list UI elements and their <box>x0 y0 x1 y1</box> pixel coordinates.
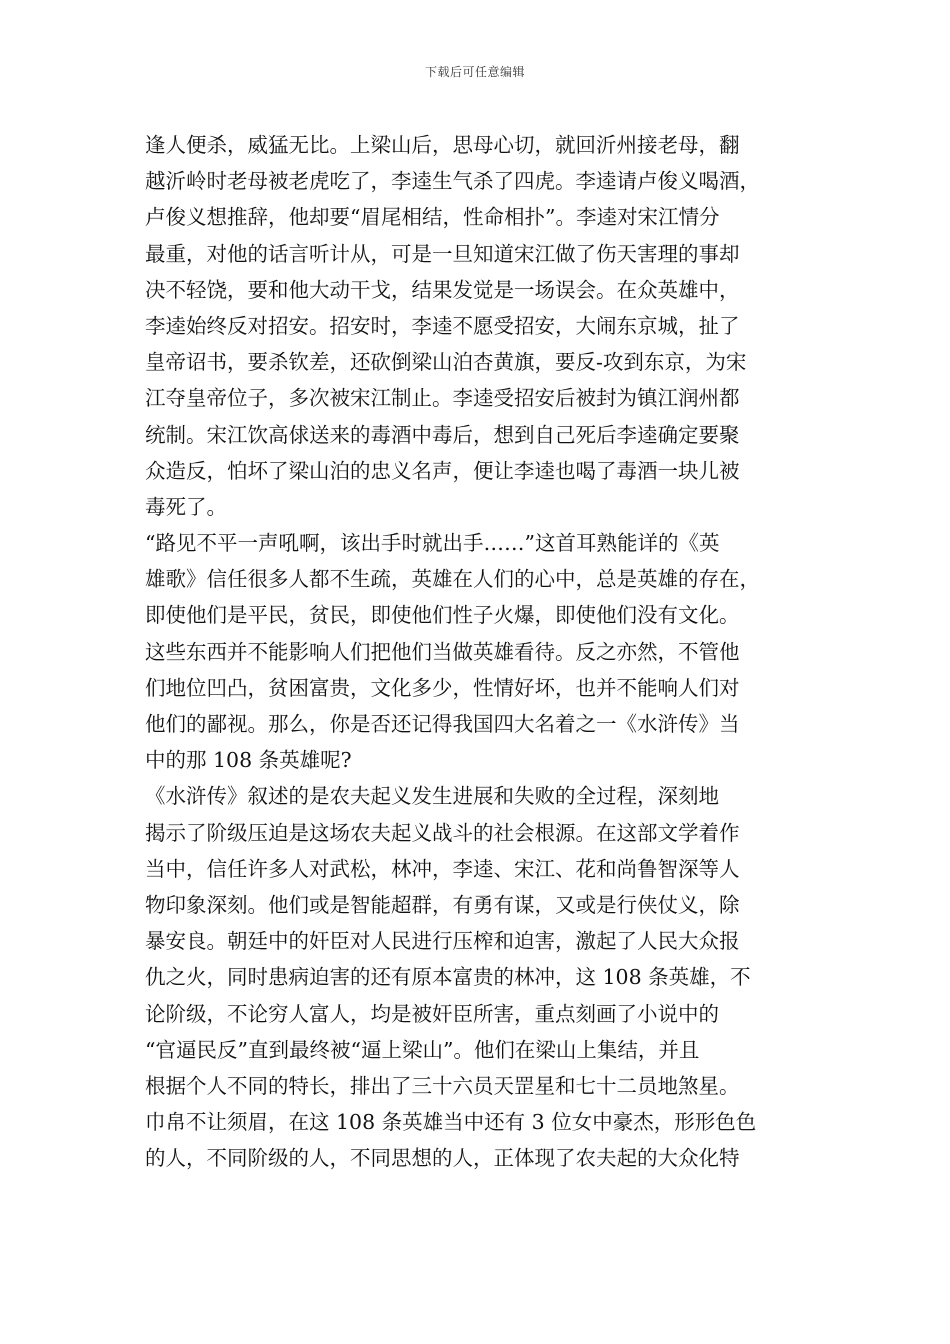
text-line: 暴安良。朝廷中的奸臣对人民进行压榨和迫害，激起了人民大众报 <box>145 929 740 954</box>
paragraph-water-margin <box>145 778 810 1176</box>
document-body <box>145 127 810 1176</box>
text-line: 皇帝诏书，要杀钦差，还砍倒梁山泊杏黄旗，要反-攻到东京，为宋 <box>145 350 747 375</box>
text-line: 当中，信任许多人对武松，林冲，李逵、宋江、花和尚鲁智深等人 <box>145 856 740 881</box>
text-line: 的人，不同阶级的人，不同思想的人，正体现了农夫起的大众化特 <box>145 1146 740 1171</box>
text-line: 逢人便杀，威猛无比。上梁山后，思母心切，就回沂州接老母，翻 <box>145 133 740 157</box>
text-line: 《水浒传》叙述的是农夫起义发生进展和失败的全过程，深刻地 <box>145 784 719 809</box>
text-line: 毒死了。 <box>145 494 227 519</box>
text-line: “路见不平一声吼啊，该出手时就出手……”这首耳熟能详的《英 <box>145 531 720 556</box>
text-line: 中的那 108 条英雄呢? <box>145 748 352 773</box>
text-line: 物印象深刻。他们或是智能超群，有勇有谋，又或是行侠仗义，除 <box>145 892 740 917</box>
text-line: 决不轻饶，要和他大动干戈，结果发觉是一场误会。在众英雄中， <box>145 277 740 302</box>
text-line: “官逼民反”直到最终被“逼上梁山”。他们在梁山上集结，并且 <box>145 1037 700 1062</box>
text-line: 揭示了阶级压迫是这场农夫起义战斗的社会根源。在这部文学着作 <box>145 820 740 845</box>
text-line: 巾帛不让须眉，在这 108 条英雄当中还有 3 位女中豪杰，形形色色 <box>145 1110 757 1135</box>
text-line: 众造反，怕坏了梁山泊的忠义名声，便让李逵也喝了毒酒一块儿被 <box>145 458 740 483</box>
text-line: 最重，对他的话言听计从，可是一旦知道宋江做了伤天害理的事却 <box>145 241 740 266</box>
text-line: 雄歌》信任很多人都不生疏，英雄在人们的心中，总是英雄的存在， <box>145 567 760 592</box>
text-line: 们地位凹凸，贫困富贵，文化多少，性情好坏，也并不能响人们对 <box>145 675 740 700</box>
text-line: 根据个人不同的特长，排出了三十六员天罡星和七十二员地煞星。 <box>145 1073 740 1098</box>
text-line: 他们的鄙视。那么，你是否还记得我国四大名着之一《水浒传》当 <box>145 712 740 736</box>
text-line: 这些东西并不能影响人们把他们当做英雄看待。反之亦然，不管他 <box>145 639 740 664</box>
text-line: 论阶级，不论穷人富人，均是被奸臣所害，重点刻画了小说中的 <box>145 1001 719 1026</box>
text-line: 李逵始终反对招安。招安时，李逵不愿受招安，大闹东京城，扯了 <box>145 313 740 338</box>
paragraph-li-kui <box>145 127 810 525</box>
page-header: 下载后可任意编辑 <box>424 65 525 79</box>
paragraph-hero-song <box>145 525 810 778</box>
text-line: 越沂岭时老母被老虎吃了，李逵生气杀了四虎。李逵请卢俊义喝酒， <box>145 169 760 194</box>
text-line: 江夺皇帝位子，多次被宋江制止。李逵受招安后被封为镇江润州都 <box>145 386 740 411</box>
text-line: 统制。宋江饮高俅送来的毒酒中毒后，想到自己死后李逵确定要聚 <box>145 422 740 447</box>
text-line: 即使他们是平民，贫民，即使他们性子火爆，即使他们没有文化。 <box>145 603 740 628</box>
text-line: 卢俊义想推辞，他却要“眉尾相结，性命相扑”。李逵对宋江情分 <box>145 205 720 230</box>
text-line: 仇之火，同时患病迫害的还有原本富贵的林冲，这 108 条英雄，不 <box>145 965 751 990</box>
